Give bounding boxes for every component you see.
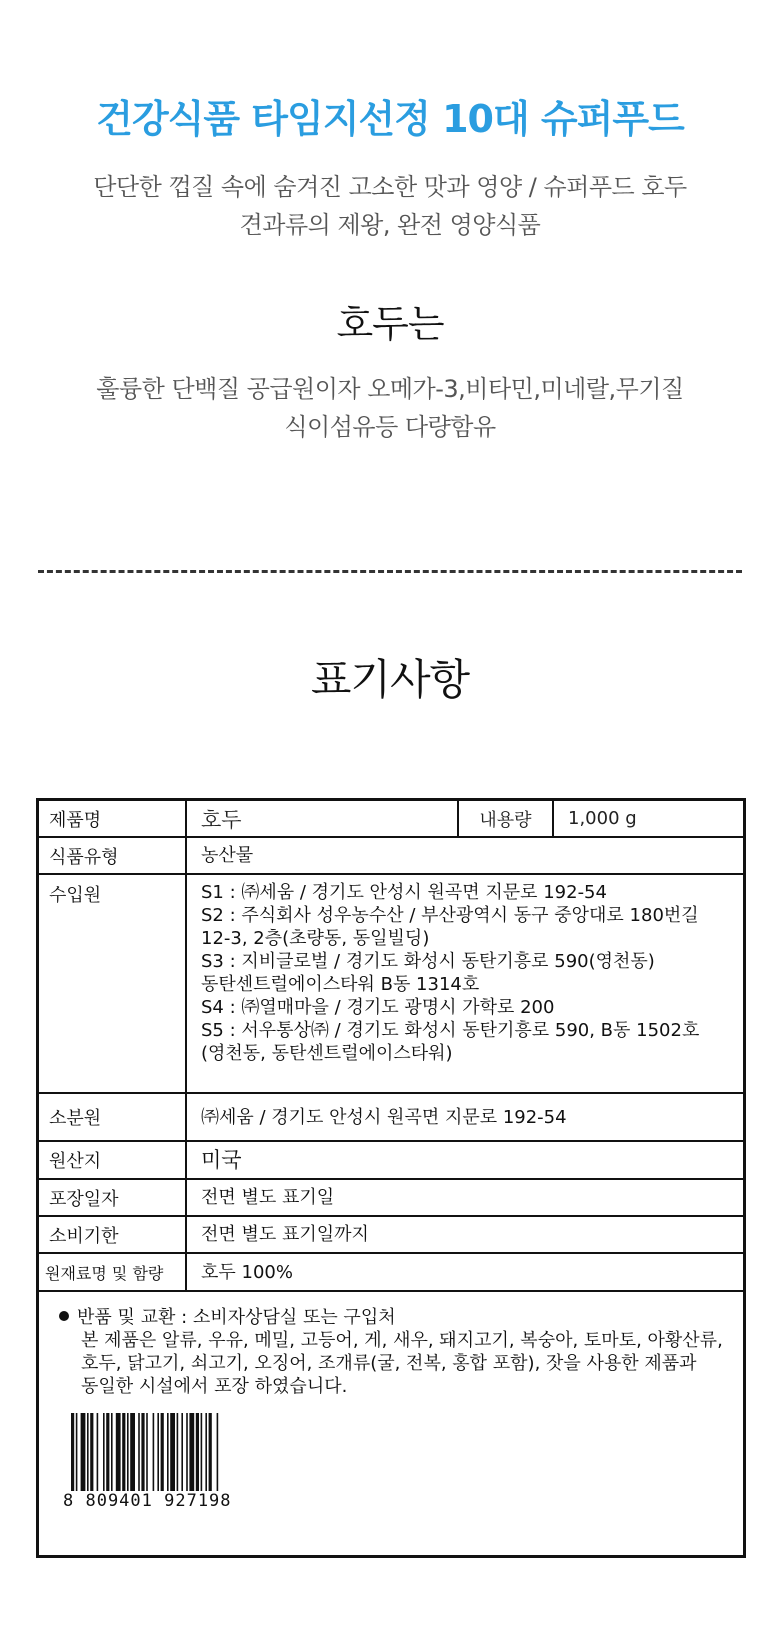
product-name-value: 호두 — [201, 807, 242, 832]
walnut-description-line-1: 훌륭한 단백질 공급원이자 오메가-3,비타민,미네랄,무기질 — [96, 375, 684, 403]
volume-value: 1,000 g — [568, 808, 637, 829]
notice-line-3: 호두, 닭고기, 쇠고기, 오징어, 조개류(굴, 전복, 홍합 포함), 잣을 사용한 제품과 — [81, 1353, 697, 1374]
label-panel — [36, 798, 746, 1558]
ingredients-value: 호두 100% — [201, 1261, 293, 1283]
pack-date-key: 포장일자 — [39, 1180, 187, 1215]
expiry-key: 소비기한 — [39, 1217, 187, 1252]
barcode-bar — [201, 1413, 203, 1493]
walnut-description — [0, 370, 780, 446]
distributor-key: 소분원 — [39, 1094, 187, 1140]
notice-line-4: 동일한 시설에서 포장 하였습니다. — [81, 1376, 348, 1397]
food-type-value: 농산물 — [201, 845, 254, 866]
importer-line: S2 : 주식회사 성우농수산 / 부산광역시 동구 중앙대로 180번길 — [201, 905, 699, 926]
row-origin — [39, 1142, 743, 1180]
barcode-bar — [177, 1413, 179, 1493]
importer-line: 12-3, 2층(초량동, 동일빌딩) — [201, 928, 430, 949]
row-food-type — [39, 838, 743, 875]
importer-line: (영천동, 동탄센트럴에이스타워) — [201, 1043, 453, 1064]
barcode-bar — [161, 1413, 164, 1493]
ingredients-key: 원재료명 및 함량 — [39, 1254, 187, 1290]
row-ingredients — [39, 1254, 743, 1292]
walnut-description-line-2: 식이섬유등 다량함유 — [284, 413, 496, 441]
importer-line: S1 : ㈜세움 / 경기도 안성시 원곡면 지문로 192-54 — [201, 882, 607, 903]
headline: 건강식품 타임지선정 10대 슈퍼푸드 — [96, 97, 684, 141]
notice-line-1 — [59, 1306, 729, 1329]
barcode-bar — [189, 1413, 194, 1493]
barcode-bar — [90, 1413, 93, 1493]
row-importer — [39, 875, 743, 1094]
barcode-bar — [103, 1413, 105, 1493]
row-product-name — [39, 801, 743, 838]
label-section-title: 표기사항 — [310, 655, 470, 704]
barcode-bar — [138, 1413, 140, 1493]
origin-value: 미국 — [201, 1147, 242, 1172]
barcode-bar — [97, 1413, 99, 1493]
barcode-bar — [122, 1413, 125, 1493]
barcode-bar — [217, 1413, 219, 1493]
barcode-bar — [186, 1413, 188, 1493]
notice-line-2: 본 제품은 알류, 우유, 메밀, 고등어, 게, 새우, 돼지고기, 복숭아, 토마토, 아황산류, — [81, 1330, 723, 1351]
barcode-bar — [167, 1413, 169, 1493]
barcode-bar — [181, 1413, 183, 1493]
importer-key: 수입원 — [39, 875, 187, 1092]
barcode-bar — [106, 1413, 109, 1493]
volume-key: 내용량 — [457, 801, 554, 836]
importer-value — [187, 875, 743, 1092]
origin-key: 원산지 — [39, 1142, 187, 1178]
barcode-number: 8 809401 927198 — [63, 1491, 232, 1511]
barcode-bar — [153, 1413, 155, 1493]
subtitle — [0, 168, 780, 244]
importer-line: 동탄센트럴에이스타워 B동 1314호 — [201, 974, 480, 995]
barcode-bar — [170, 1413, 175, 1493]
importer-line: S4 : ㈜열매마을 / 경기도 광명시 가학로 200 — [201, 997, 555, 1018]
food-type-key: 식품유형 — [39, 838, 187, 873]
barcode-bar — [157, 1413, 159, 1493]
barcode-bar — [205, 1413, 207, 1493]
subtitle-line-2: 견과류의 제왕, 완전 영양식품 — [239, 211, 541, 239]
subtitle-line-1: 단단한 껍질 속에 숨겨진 고소한 맛과 영양 / 슈퍼푸드 호두 — [93, 173, 687, 201]
barcode-bar — [71, 1413, 74, 1493]
barcode-bar — [130, 1413, 135, 1493]
barcode-bar — [146, 1413, 148, 1493]
walnut-title: 호두는 — [336, 302, 444, 346]
dashed-divider — [38, 570, 742, 573]
barcode-bar — [116, 1413, 121, 1493]
barcode-bar — [87, 1413, 89, 1493]
barcode-bar — [81, 1413, 86, 1493]
barcode-bar — [76, 1413, 78, 1493]
pack-date-value: 전면 별도 표기일 — [201, 1187, 335, 1208]
barcode-bar — [209, 1413, 212, 1493]
expiry-value: 전면 별도 표기일까지 — [201, 1224, 369, 1245]
row-pack-date — [39, 1180, 743, 1217]
importer-line: S5 : 서우통상㈜ / 경기도 화성시 동탄기흥로 590, B동 1502호 — [201, 1020, 700, 1041]
importer-line: S3 : 지비글로벌 / 경기도 화성시 동탄기흥로 590(영천동) — [201, 951, 655, 972]
row-distributor — [39, 1094, 743, 1142]
barcode-bar — [196, 1413, 199, 1493]
product-name-key: 제품명 — [39, 801, 187, 836]
notice — [59, 1306, 729, 1398]
notice-text: 반품 및 교환 : 소비자상담실 또는 구입처 — [77, 1307, 396, 1328]
distributor-value: ㈜세움 / 경기도 안성시 원곡면 지문로 192-54 — [201, 1106, 567, 1128]
barcode-bar — [127, 1413, 129, 1493]
row-expiry — [39, 1217, 743, 1254]
barcode-bar — [111, 1413, 113, 1493]
barcode-bar — [141, 1413, 144, 1493]
barcode-image — [69, 1413, 269, 1503]
bullet-icon — [59, 1311, 69, 1321]
